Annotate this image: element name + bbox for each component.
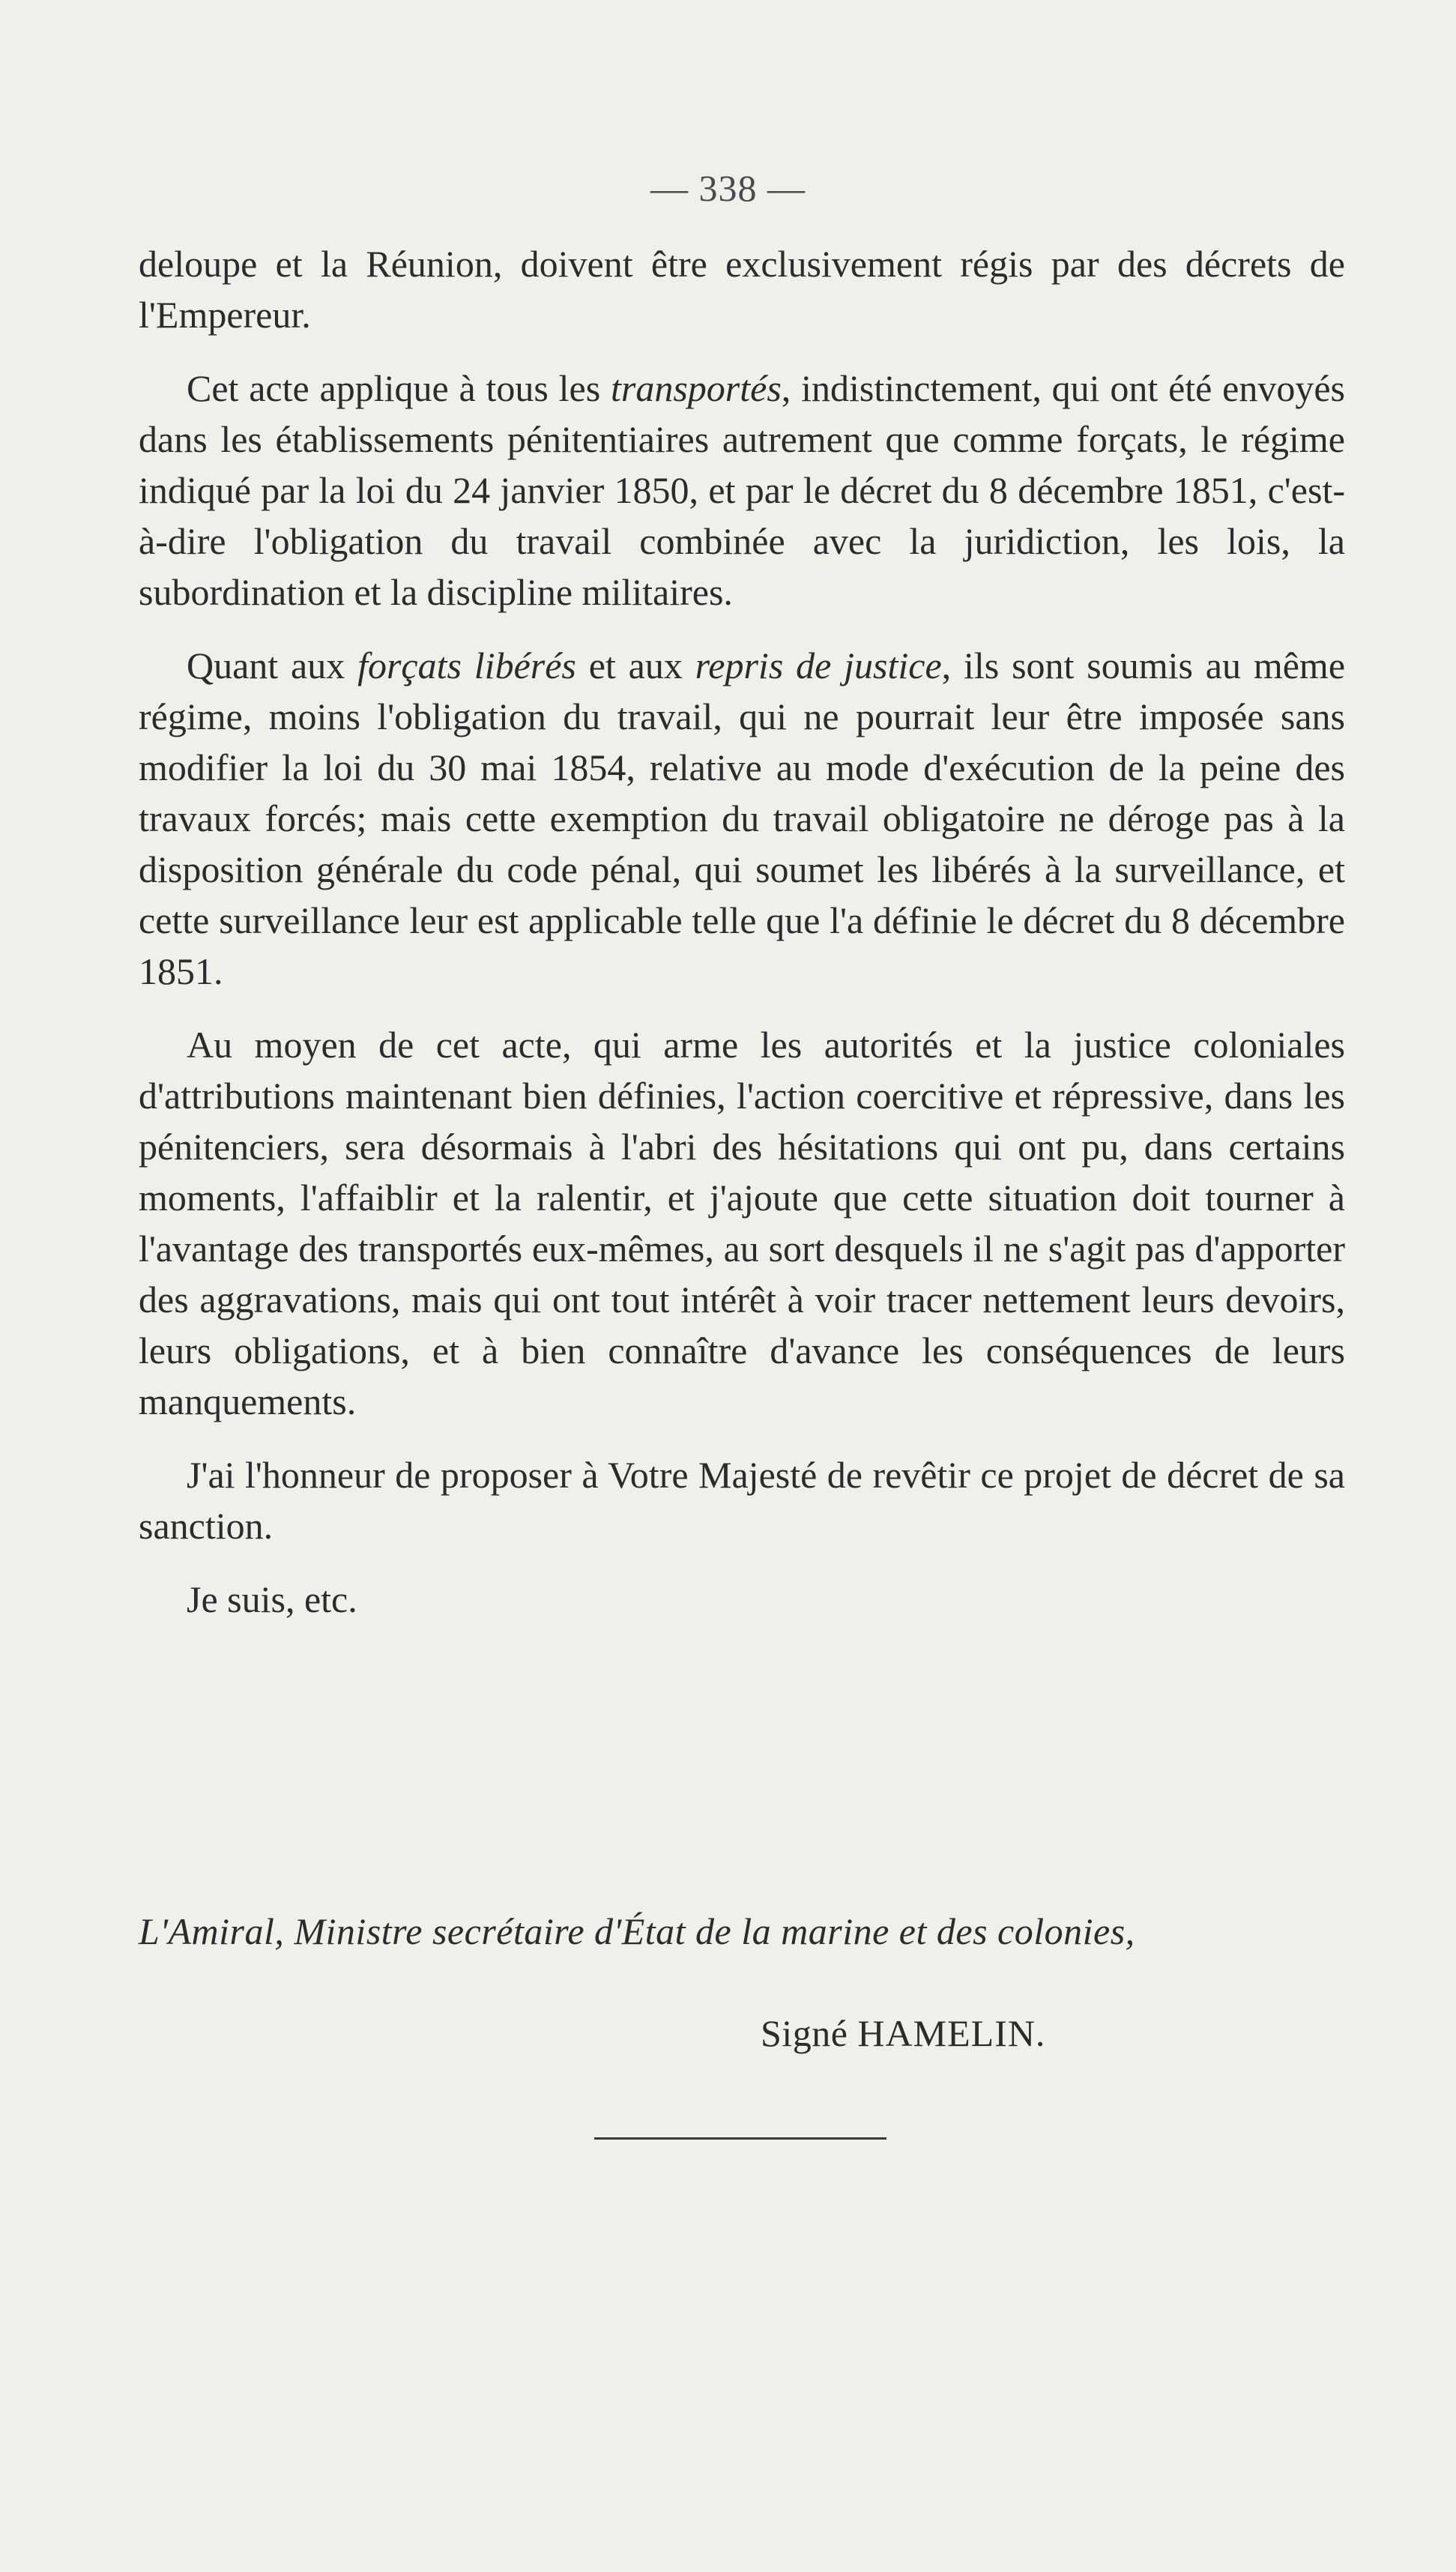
paragraph — [139, 363, 1345, 618]
text-run: , ils sont soumis au même régime, moins l'obligation du travail, qui ne pourrait leur être imposée sans modifier la loi du 30 mai 1854, relative au mode d'exécution de la peine des travaux forcés; mais cette exemption du travail obligatoire ne déroge pas à la disposition générale du code pénal, qui soumet les libérés à la surveillance, et cette surveillance leur est applicable telle que l'a définie le décret du 8 décembre 1851. — [139, 644, 1346, 992]
text-run: J'ai l'honneur de proposer à Votre Majesté de revêtir ce projet de décret de sa sanction. — [139, 1454, 1345, 1547]
paragraph — [139, 640, 1345, 997]
italic-text: forçats libérés — [357, 644, 576, 686]
text-run: Cet acte applique à tous les — [187, 367, 611, 409]
horizontal-rule — [594, 2137, 886, 2140]
page-number: — 338 — — [650, 167, 806, 209]
signatory-title: L'Amiral, Ministre secrétaire d'État de la marine et des colonies, — [139, 1910, 1135, 1952]
paragraph — [139, 1449, 1345, 1551]
closing-formula: Je suis, etc. — [187, 1578, 357, 1620]
text-run: Au moyen de cet acte, qui arme les autorités et la justice coloniales d'attributions maintenant bien définies, l'action coercitive et répressive, dans les pénitenciers, sera désormais à l'abri des hésitations qui ont pu, dans certains moments, l'affaiblir et la ralentir, et j'ajoute que cette situation doit tourner à l'avantage des transportés eux-mêmes, au sort desquels il ne s'agit pas d'apporter des aggravations, mais qui ont tout intérêt à voir tracer nettement leurs devoirs, leurs obligations, et à bien connaître d'avance les conséquences de leurs manquements. — [139, 1024, 1345, 1422]
body-text — [139, 238, 1345, 1664]
text-run: deloupe et la Réunion, doivent être exclusivement régis par des décrets de l'Empereur. — [139, 243, 1345, 336]
text-run: Quant aux — [187, 644, 358, 686]
paragraph — [139, 238, 1345, 340]
signature — [761, 2011, 1045, 2055]
signatory-name: HAMELIN. — [857, 2012, 1046, 2054]
signed-label: Signé — [761, 2012, 848, 2054]
text-run: , indistinctement, qui ont été envoyés dans les établissements pénitentiaires autrement que comme forçats, le régime indiqué par la loi du 24 janvier 1850, et par le décret du 8 décembre 1851, c'est-à-dire l'obligation du travail combinée avec la juridiction, les lois, la subordination et la discipline militaires. — [139, 367, 1345, 613]
italic-text: transportés — [610, 367, 782, 409]
text-run: et aux — [576, 644, 695, 686]
italic-text: repris de justice — [695, 644, 942, 686]
paragraph — [139, 1019, 1345, 1427]
